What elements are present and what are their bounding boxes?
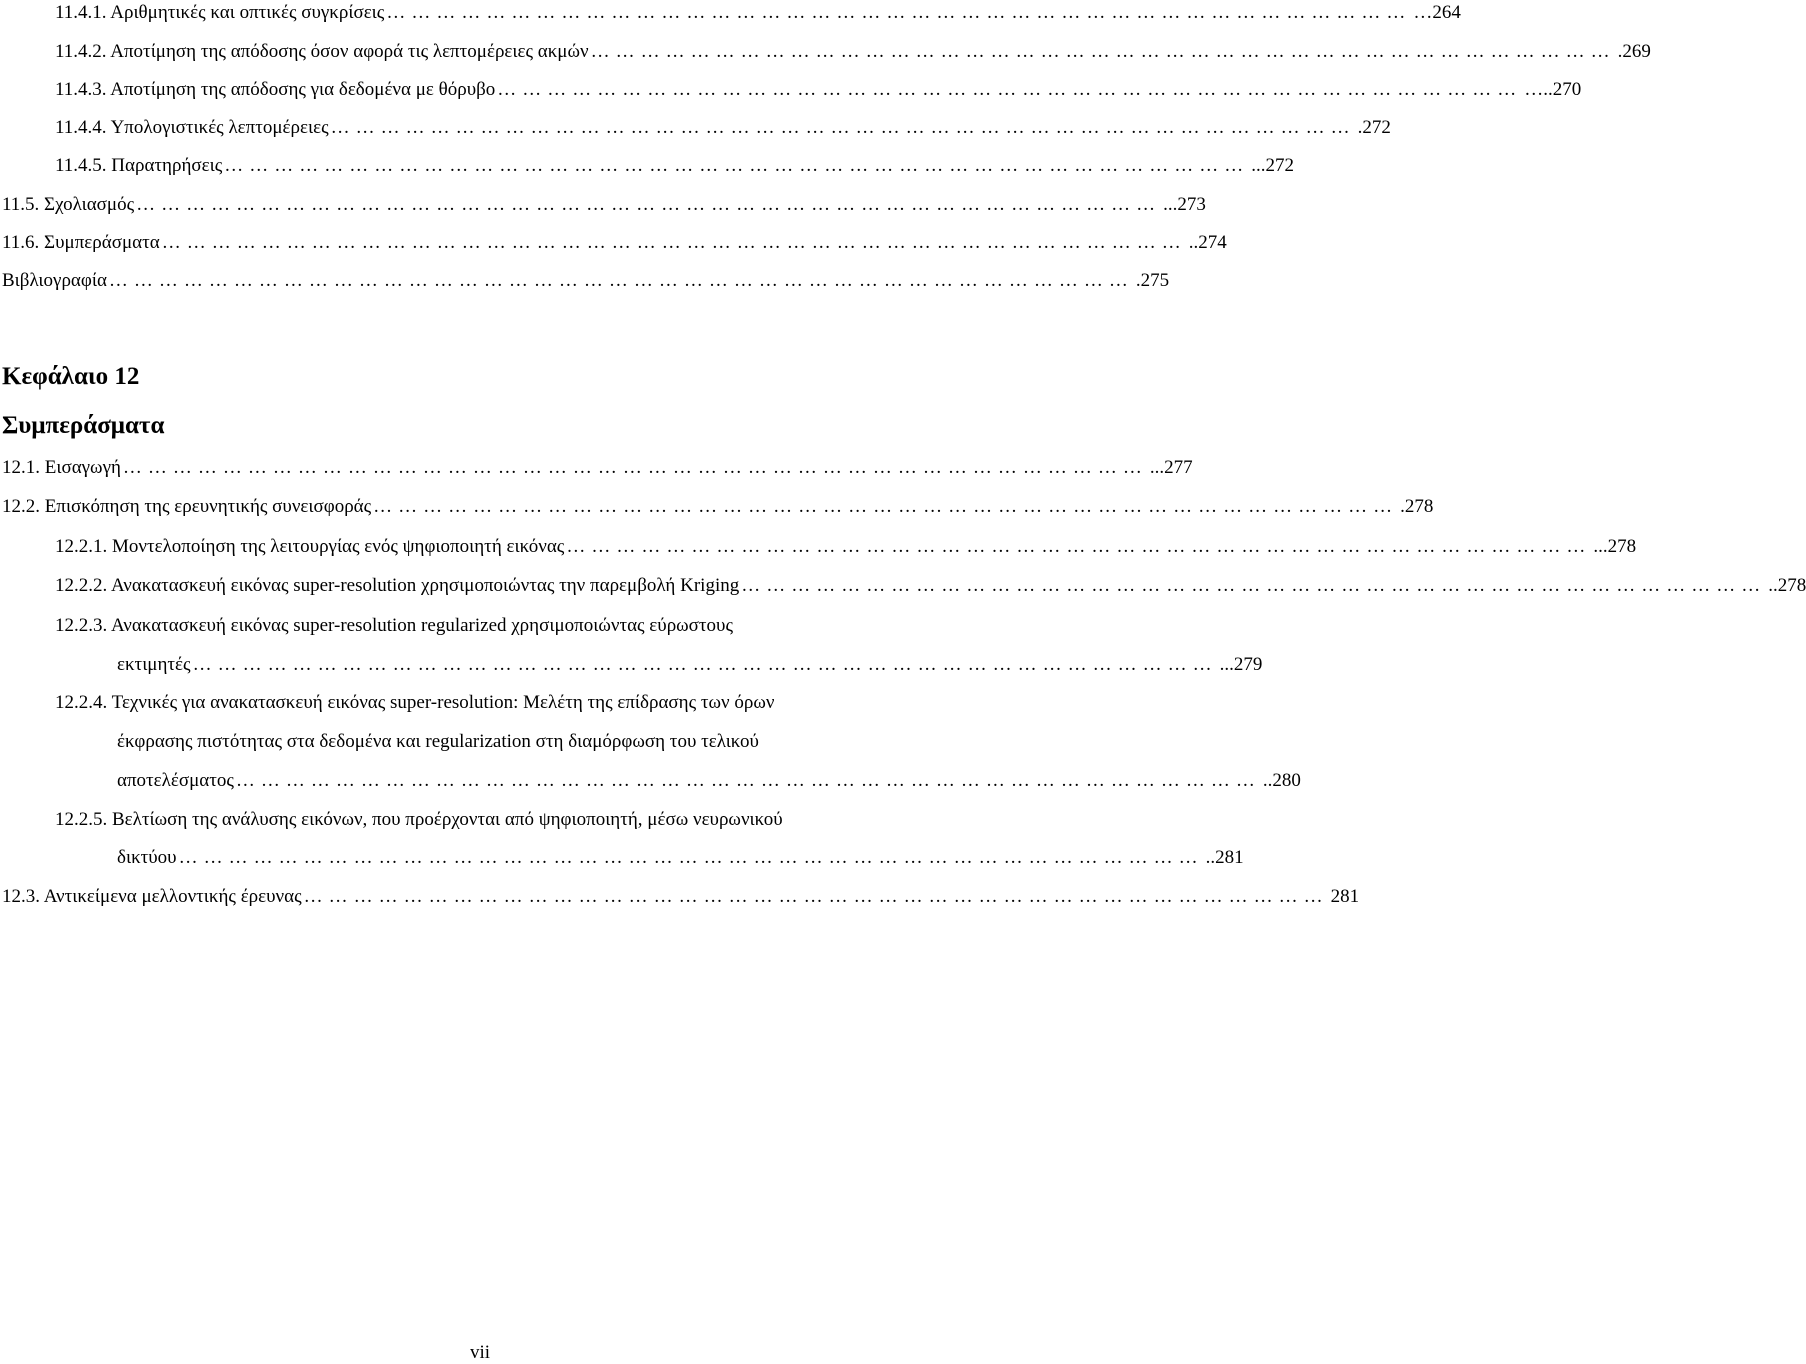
toc-entry-text: 12.2.4. Τεχνικές για ανακατασκευή εικόνας super-resolution: Μελέτη της επίδρασης των όρων xyxy=(55,692,775,713)
toc-entry: 11.6. Συμπεράσματα …………………………………………………………………………………………………………… ..274 xyxy=(2,232,1227,253)
toc-entry: 11.4.4. Υπολογιστικές λεπτομέρειες …………………………………………………………………………………………………………… .272 xyxy=(55,117,1391,138)
toc-entry: δικτύου …………………………………………………………………………………………………………… ..281 xyxy=(117,847,1244,868)
chapter-name: Συμπεράσματα xyxy=(2,412,165,439)
toc-entry: Βιβλιογραφία …………………………………………………………………………………………………………… .275 xyxy=(2,270,1170,291)
toc-entry: 12.3. Αντικείμενα μελλοντικής έρευνας …………………………………………………………………………………………………………… 281 xyxy=(2,886,1360,907)
toc-entry: 12.1. Εισαγωγή …………………………………………………………………………………………………………… ...277 xyxy=(2,457,1193,478)
toc-entry: 12.2.1. Μοντελοποίηση της λειτουργίας ενός ψηφιοποιητή εικόνας …………………………………………………………………………………………………………… ...278 xyxy=(55,536,1637,557)
toc-entry-text: έκφρασης πιστότητας στα δεδομένα και regularization στη διαμόρφωση του τελικού xyxy=(117,731,759,752)
toc-entry: 11.4.5. Παρατηρήσεις …………………………………………………………………………………………………………… ...272 xyxy=(55,155,1295,176)
toc-entry: 11.4.3. Αποτίμηση της απόδοσης για δεδομένα με θόρυβο …………………………………………………………………………………………………………… …..270 xyxy=(55,79,1582,100)
toc-entry-text: 12.2.3. Ανακατασκευή εικόνας super-resolution regularized χρησιμοποιώντας εύρωστους xyxy=(55,615,733,636)
toc-entry-text: 12.2.5. Βελτίωση της ανάλυσης εικόνων, που προέρχονται από ψηφιοποιητή, μέσω νευρωνικού xyxy=(55,809,783,830)
toc-entry: 11.4.2. Αποτίμηση της απόδοσης όσον αφορά τις λεπτομέρειες ακμών …………………………………………………………………………………………………………… .269 xyxy=(55,41,1651,62)
chapter-number-title: Κεφάλαιο 12 xyxy=(2,363,140,390)
toc-entry: 12.2. Επισκόπηση της ερευνητικής συνεισφοράς …………………………………………………………………………………………………………… .278 xyxy=(2,496,1434,517)
toc-entry: 12.2.2. Ανακατασκευή εικόνας super-resolution χρησιμοποιώντας την παρεμβολή Kriging …………………………………………………………………………………………………………… ..278 xyxy=(55,575,1806,596)
toc-entry: 11.4.1. Αριθμητικές και οπτικές συγκρίσεις …………………………………………………………………………………………………………… …264 xyxy=(55,2,1461,23)
toc-entry: εκτιμητές …………………………………………………………………………………………………………… ...279 xyxy=(117,654,1263,675)
toc-entry: 11.5. Σχολιασμός …………………………………………………………………………………………………………… ...273 xyxy=(2,194,1206,215)
page-number: vii xyxy=(469,1342,491,1363)
toc-entry: αποτελέσματος …………………………………………………………………………………………………………… ..280 xyxy=(117,770,1301,791)
